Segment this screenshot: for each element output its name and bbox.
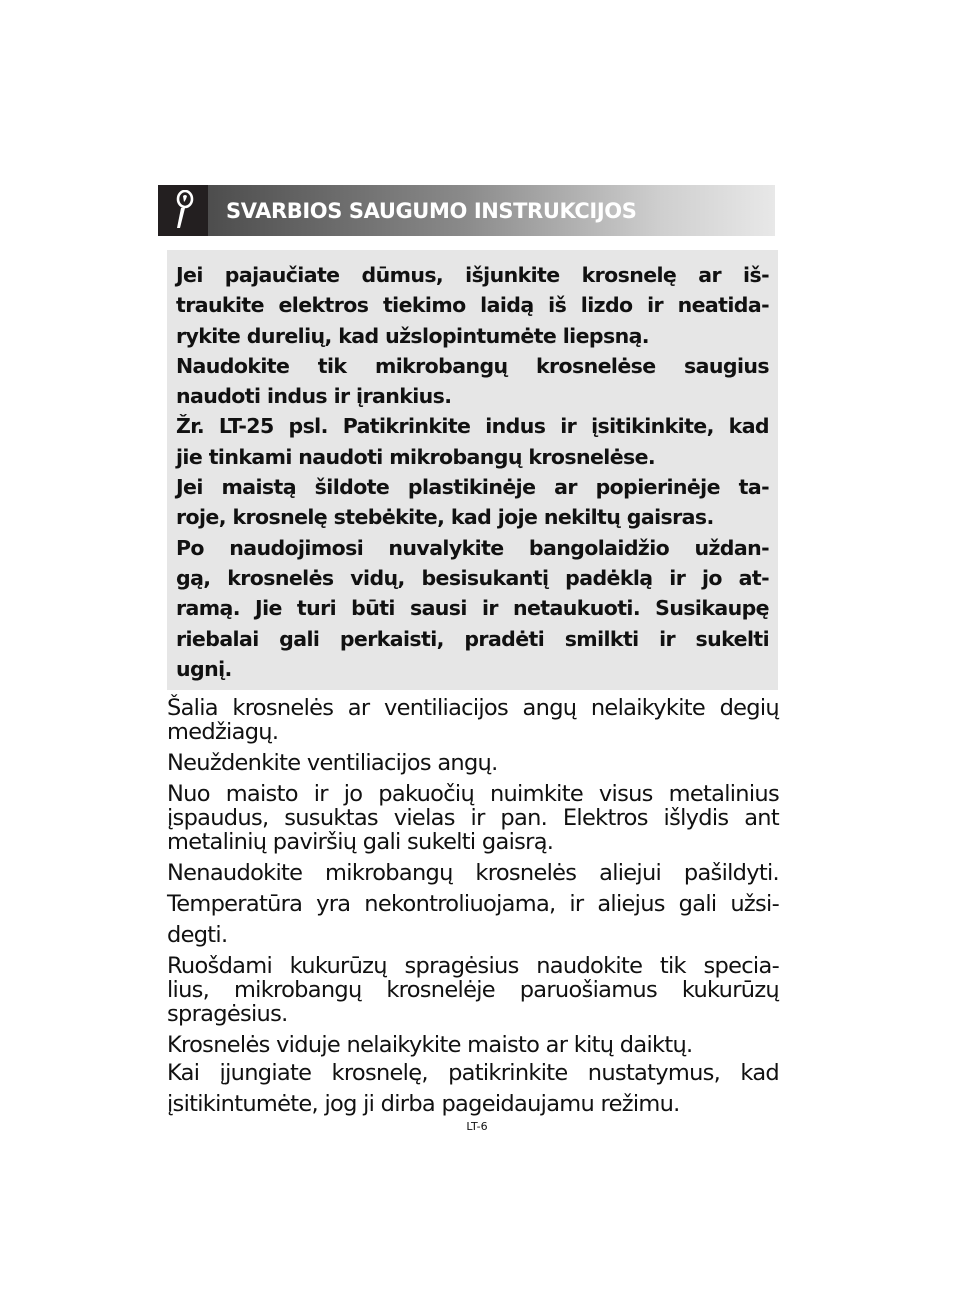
warning-line: Naudokite tik mikrobangų krosnelėse saugius <box>176 353 769 378</box>
header-bar <box>208 185 775 236</box>
warning-line: Po naudojimosi nuvalykite bangolaidžio uždan- <box>176 535 769 560</box>
body-line: Nenaudokite mikrobangų krosnelės aliejui pašildyti. <box>167 860 779 886</box>
warning-line: Žr. LT-25 psl. Patikrinkite indus ir įsitikinkite, kad <box>176 414 769 439</box>
warning-line: rykite durelių, kad užslopintumėte liepsną. <box>176 323 649 348</box>
body-line: metalinių paviršių gali sukelti gaisrą. <box>167 829 554 855</box>
body-line: degti. <box>167 922 228 948</box>
body-line: Ruošdami kukurūzų spragėsius naudokite tik specia- <box>167 953 779 979</box>
warning-line: roje, krosnelę stebėkite, kad joje nekiltų gaisras. <box>176 505 714 530</box>
warning-line: ugnį. <box>176 656 232 681</box>
warning-line: traukite elektros tiekimo laidą iš lizdo ir neatida- <box>176 293 769 318</box>
warning-box <box>167 250 778 690</box>
warning-line: naudoti indus ir įrankius. <box>176 384 452 409</box>
page-number: LT-6 <box>466 1120 488 1133</box>
instructions-body <box>167 694 779 1116</box>
section-header <box>158 185 775 236</box>
body-line: Krosnelės viduje nelaikykite maisto ar kitų daiktų. <box>167 1032 693 1058</box>
section-title: SVARBIOS SAUGUMO INSTRUKCIJOS <box>226 198 637 223</box>
body-line: Nuo maisto ir jo pakuočių nuimkite visus metalinius <box>167 781 779 807</box>
body-line: Neuždenkite ventiliacijos angų. <box>167 750 498 776</box>
body-line: įspaudus, susuktas vielas ir pan. Elektros išlydis ant <box>167 805 779 831</box>
body-line: Temperatūra yra nekontroliuojama, ir aliejus gali užsi- <box>167 891 779 917</box>
warning-pin-icon <box>158 185 208 236</box>
warning-line: riebalai gali perkaisti, pradėti smilkti ir sukelti <box>176 626 769 651</box>
body-line: medžiagų. <box>167 719 279 745</box>
body-line: spragėsius. <box>167 1001 288 1027</box>
body-line: Kai įjungiate krosnelę, patikrinkite nustatymus, kad <box>167 1060 779 1086</box>
warning-line: ramą. Jie turi būti sausi ir netaukuoti. Susikaupę <box>176 596 769 621</box>
body-line: įsitikintumėte, jog ji dirba pageidaujamu režimu. <box>167 1091 680 1117</box>
warning-line: Jei pajaučiate dūmus, išjunkite krosnelę ar iš- <box>176 263 769 287</box>
warning-line: Jei maistą šildote plastikinėje ar popierinėje ta- <box>176 475 769 500</box>
warning-line: gą, krosnelės vidų, besisukantį padėklą ir jo at- <box>176 565 769 590</box>
warning-line: jie tinkami naudoti mikrobangų krosnelėse. <box>176 444 656 469</box>
body-line: Šalia krosnelės ar ventiliacijos angų nelaikykite degių <box>167 695 779 721</box>
body-line: lius, mikrobangų krosnelėje paruošiamus kukurūzų <box>167 977 779 1003</box>
